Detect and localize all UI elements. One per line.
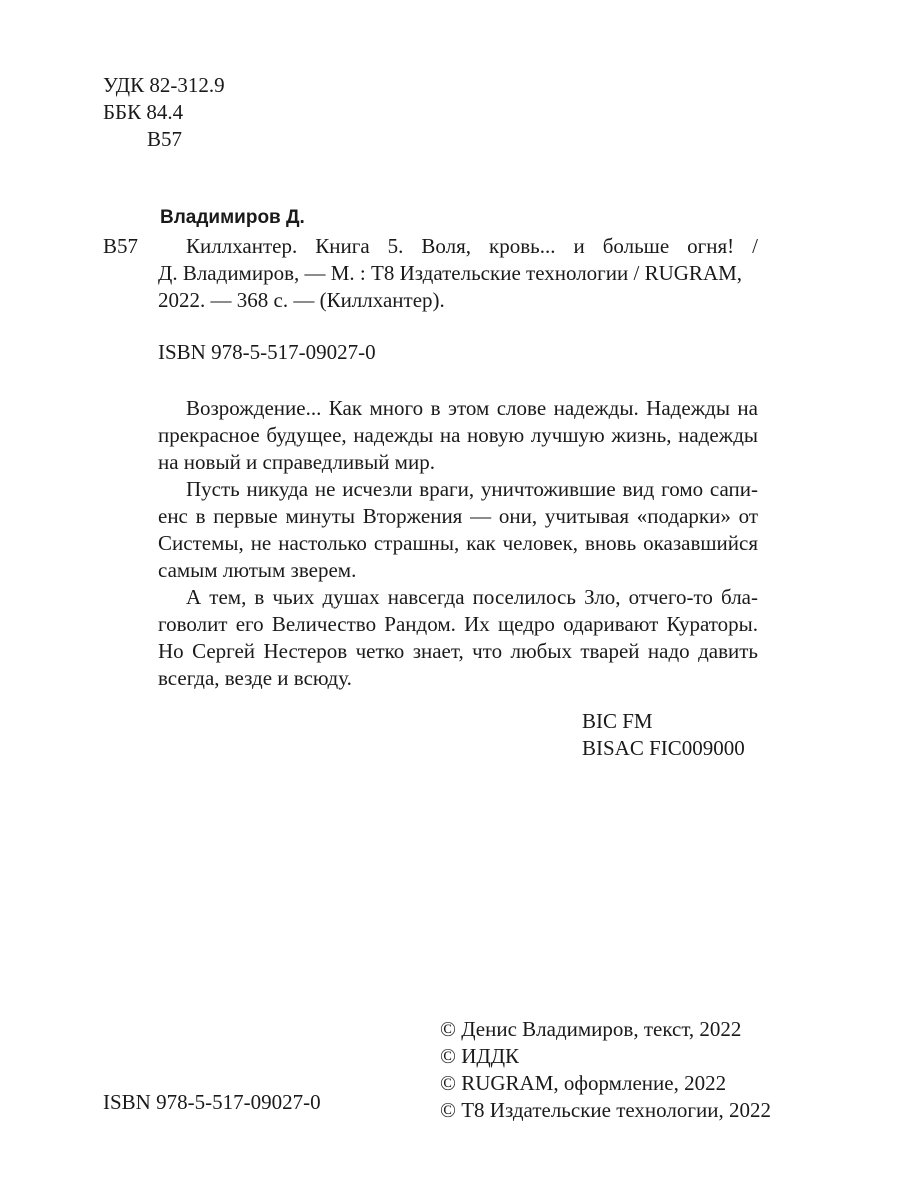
bbk-code: ББК 84.4 (103, 100, 184, 124)
annotation-line: Возрождение... Как много в этом слове надежды. Надежды на (186, 396, 758, 420)
annotation-line: говолит его Величество Рандом. Их щедро одаривают Кураторы. (158, 612, 758, 636)
annotation-line: всегда, везде и всюду. (158, 666, 352, 690)
annotation (158, 395, 758, 692)
bib-line: 2022. — 368 с. — (Киллхантер). (158, 288, 445, 312)
bic-code: BIC FM (582, 709, 653, 733)
annotation-line: на новый и справедливый мир. (158, 450, 435, 474)
copyright-line: © Денис Владимиров, текст, 2022 (440, 1017, 742, 1041)
annotation-line: Пусть никуда не исчезли враги, уничтожившие вид гомо сапи- (186, 477, 758, 501)
subject-codes (582, 708, 745, 762)
bib-line: Киллхантер. Книга 5. Воля, кровь... и больше огня! / (186, 234, 758, 258)
author-mark: В57 (147, 127, 183, 151)
bib-line: Д. Владимиров, — М. : Т8 Издательские технологии / RUGRAM, (158, 261, 743, 285)
udk-code: УДК 82-312.9 (103, 73, 225, 97)
classification-codes (103, 72, 225, 153)
record-author-mark: В57 (103, 234, 139, 258)
annotation-line: самым лютым зверем. (158, 558, 357, 582)
record-isbn: ISBN 978-5-517-09027-0 (158, 340, 376, 364)
copyright-line: © RUGRAM, оформление, 2022 (440, 1071, 727, 1095)
annotation-line: Системы, не настолько страшны, как человек, вновь оказавшийся (158, 531, 758, 555)
annotation-line: прекрасное будущее, надежды на новую лучшую жизнь, надежды (158, 423, 758, 447)
record-author: Владимиров Д. (160, 207, 305, 228)
annotation-line: Но Сергей Нестеров четко знает, что любых тварей надо давить (158, 639, 758, 663)
copyright-line: © Т8 Издательские технологии, 2022 (440, 1098, 771, 1122)
bottom-isbn: ISBN 978-5-517-09027-0 (103, 1090, 321, 1114)
annotation-line: енс в первые минуты Вторжения — они, учитывая «подарки» от (158, 504, 758, 528)
bisac-code: BISAC FIC009000 (582, 736, 745, 760)
copyright-line: © ИДДК (440, 1044, 520, 1068)
bibliographic-description (158, 233, 758, 314)
copyright-notices (440, 1016, 771, 1124)
annotation-line: А тем, в чьих душах навсегда поселилось Зло, отчего-то бла- (186, 585, 758, 609)
